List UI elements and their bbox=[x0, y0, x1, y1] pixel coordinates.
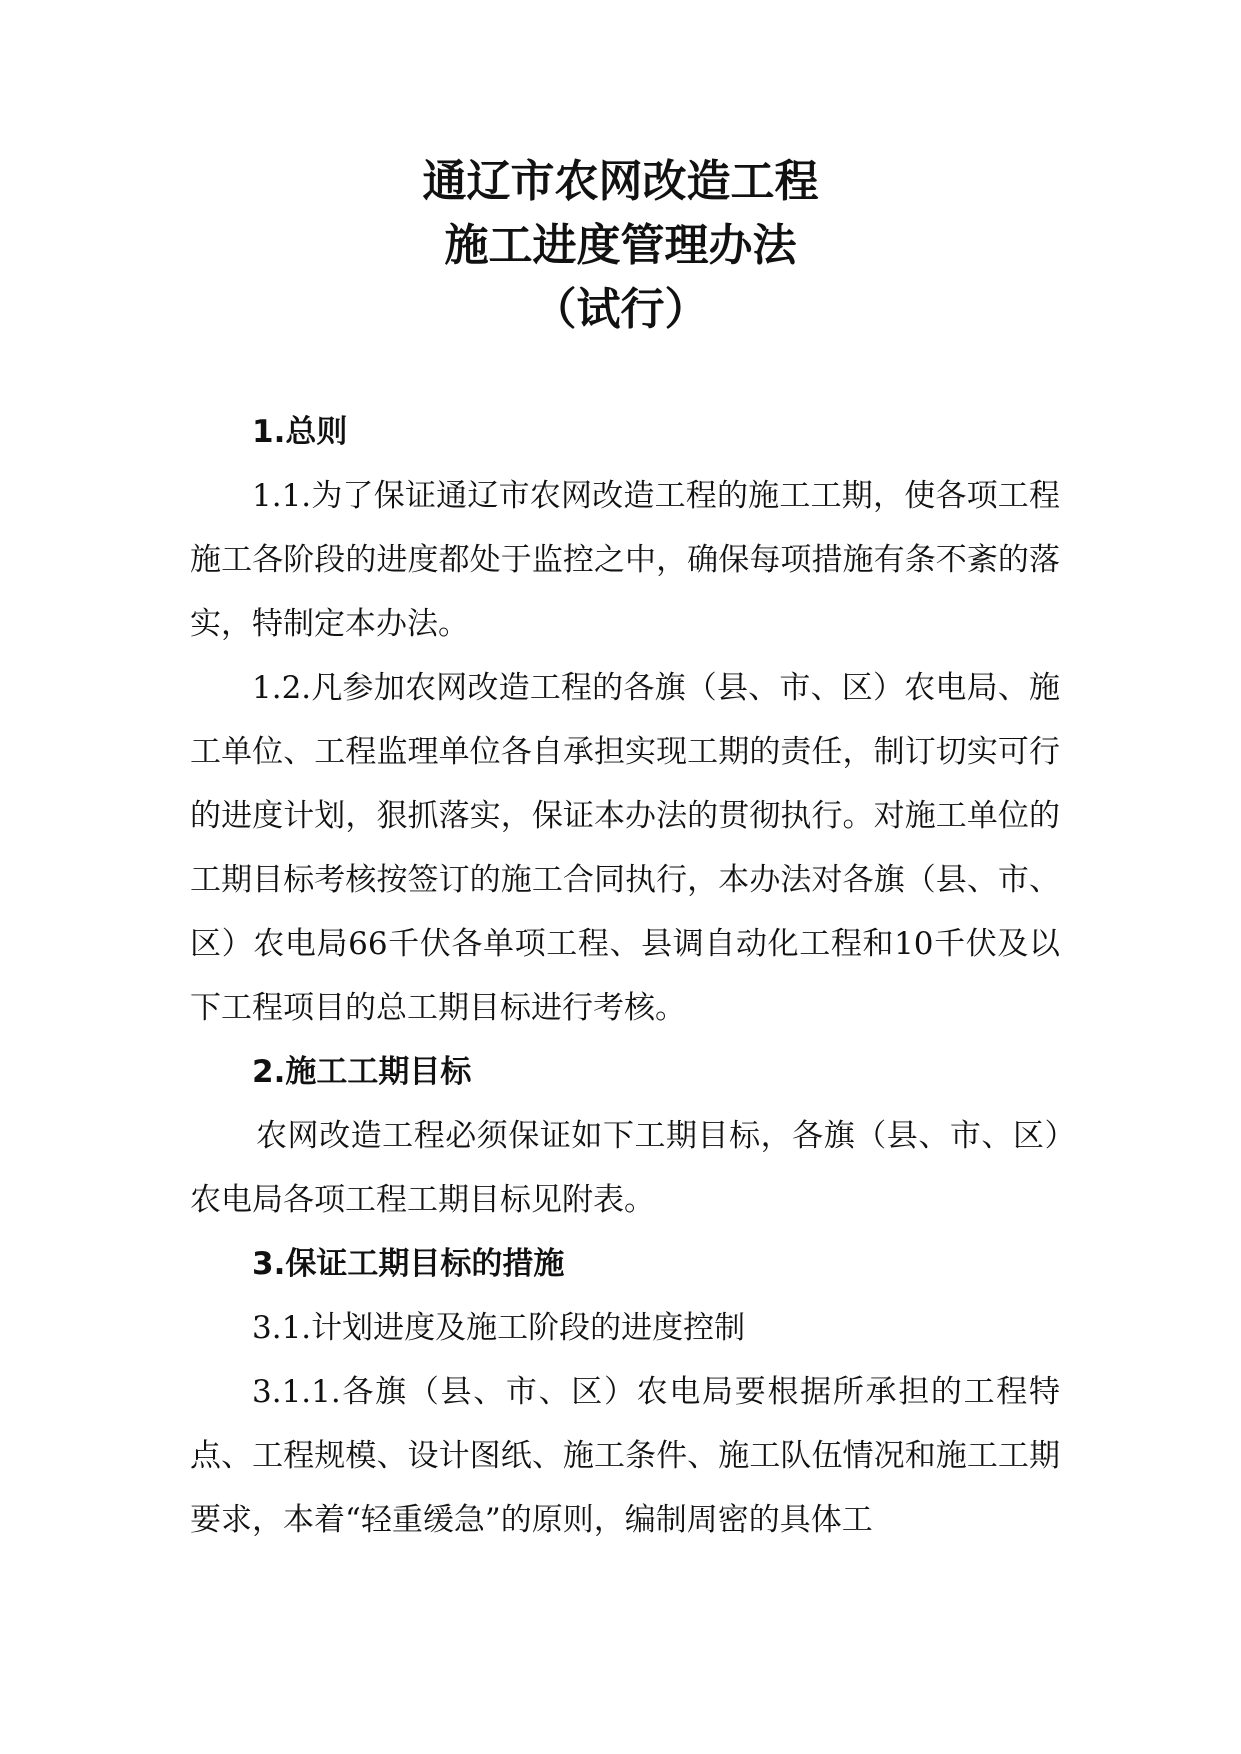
title-line-3: （试行） bbox=[532, 284, 709, 335]
title-line-2: 施工进度管理办法 bbox=[444, 220, 797, 271]
paragraph-2-1: 农网改造工程必须保证如下工期目标，各旗（县、市、区）农电局各项工程工期目标见附表。 bbox=[190, 1118, 1060, 1218]
section-2-heading: 2.施工工期目标 bbox=[252, 1054, 472, 1090]
section-1-heading: 1.总则 bbox=[252, 414, 348, 450]
paragraph-1-2: 1.2.凡参加农网改造工程的各旗（县、市、区）农电局、施工单位、工程监理单位各自承担实现工期的责任，制订切实可行的进度计划，狠抓落实，保证本办法的贯彻执行。对施工单位的工期目标考核按签订的施工合同执行，本办法对各旗（县、市、区）农电局66千伏各单项工程、县调自动化工程和10千伏及以下工程项目的总工期目标进行考核。 bbox=[190, 670, 1060, 1026]
paragraph-1-1: 1.1.为了保证通辽市农网改造工程的施工工期，使各项工程施工各阶段的进度都处于监控之中，确保每项措施有条不紊的落实，特制定本办法。 bbox=[190, 478, 1060, 642]
section-3-heading: 3.保证工期目标的措施 bbox=[252, 1246, 565, 1282]
document-body bbox=[190, 400, 1060, 1552]
paragraph-3-1-1: 3.1.1.各旗（县、市、区）农电局要根据所承担的工程特点、工程规模、设计图纸、施工条件、施工队伍情况和施工工期要求，本着“轻重缓急”的原则，编制周密的具体工 bbox=[190, 1374, 1060, 1538]
paragraph-3-1: 3.1.计划进度及施工阶段的进度控制 bbox=[252, 1310, 746, 1346]
title-line-1: 通辽市农网改造工程 bbox=[422, 156, 819, 207]
